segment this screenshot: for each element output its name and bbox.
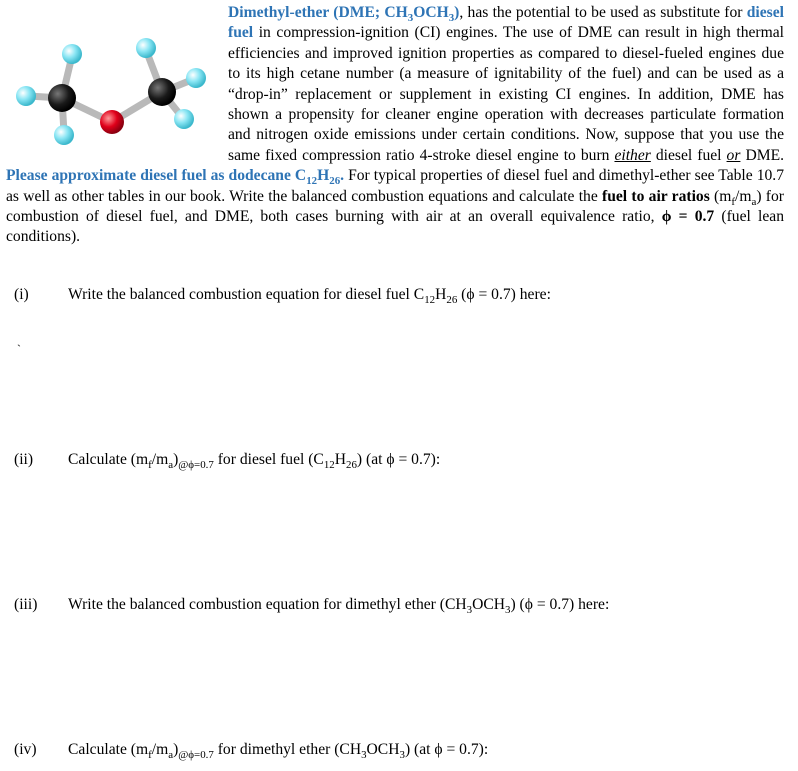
dme-molecule-image <box>6 21 220 159</box>
hydrogen-atom <box>62 44 82 64</box>
question-number: (ii) <box>14 451 34 468</box>
stray-mark: ` <box>17 342 21 356</box>
intro-title: Dimethyl-ether (DME; $CH_3OCH_3$) <box>228 4 460 25</box>
hydrogen-atom <box>54 125 74 145</box>
question-number: (i) <box>14 286 29 303</box>
oxygen-atom <box>100 110 124 134</box>
intro-paragraph: Dimethyl-ether (DME; $CH_3OCH_3$), has the potential to be used as substitute for diesel fuel in compression-ignition (CI) engines. The use of DME can result in high thermal efficiencies and improved ignition properties as compared to diesel-fueled engines due to its high cetane number (a measure of ignitability of the fuel) and can be used as a “drop-in” replacement or supplement in existing CI engines. In addition, DME has shown a propensity for cleaner engine operation with decreases particulate formation and nitrogen oxide emissions under certain conditions. Now, suppose that you use the same fixed compression ratio 4-stroke diesel engine to burn either diesel fuel or DME. Please approximate diesel fuel as dodecane $C_{12}H_{26}$. For typical properties of diesel fuel and dimethyl-ether see Table 10.7 as well as other tables in our book. Write the balanced combustion equations and calculate the fuel to air ratios $(m_f/m_a)$ for combustion of diesel fuel, and DME, both cases burning with air at an overall equivalence ratio, ϕ = 0.7 (fuel lean conditions). <box>6 4 785 246</box>
question-iii: (iii) Write the balanced combustion equation for dimethyl ether $(CH_3OCH_3) (\phi = 0.7)$ here: <box>14 596 610 617</box>
hydrogen-atom <box>174 109 194 129</box>
question-i: (i) Write the balanced combustion equation for diesel fuel $C_{12}H_{26}$ (ϕ = 0.7) here: <box>14 286 551 307</box>
question-ii: (ii) Calculate $(m_f/m_a)_{@\phi=0.7}$ for diesel fuel $(C_{12}H_{26})$ (at ϕ = 0.7): <box>14 451 441 472</box>
question-number: (iv) <box>14 741 37 758</box>
approximation-note: Please approximate diesel fuel as dodecane $C_{12}H_{26}$. <box>6 167 345 188</box>
hydrogen-atom <box>16 86 36 106</box>
hydrogen-atom <box>136 38 156 58</box>
diesel-fuel-highlight: diesel fuel <box>228 4 784 42</box>
carbon-atom <box>48 84 76 112</box>
question-iv: (iv) Calculate $(m_f/m_a)_{@\phi=0.7}$ for dimethyl ether $(CH_3OCH_3)$ (at ϕ = 0.7): <box>14 741 489 762</box>
carbon-atom <box>148 78 176 106</box>
question-number: (iii) <box>14 596 38 613</box>
hydrogen-atom <box>186 68 206 88</box>
